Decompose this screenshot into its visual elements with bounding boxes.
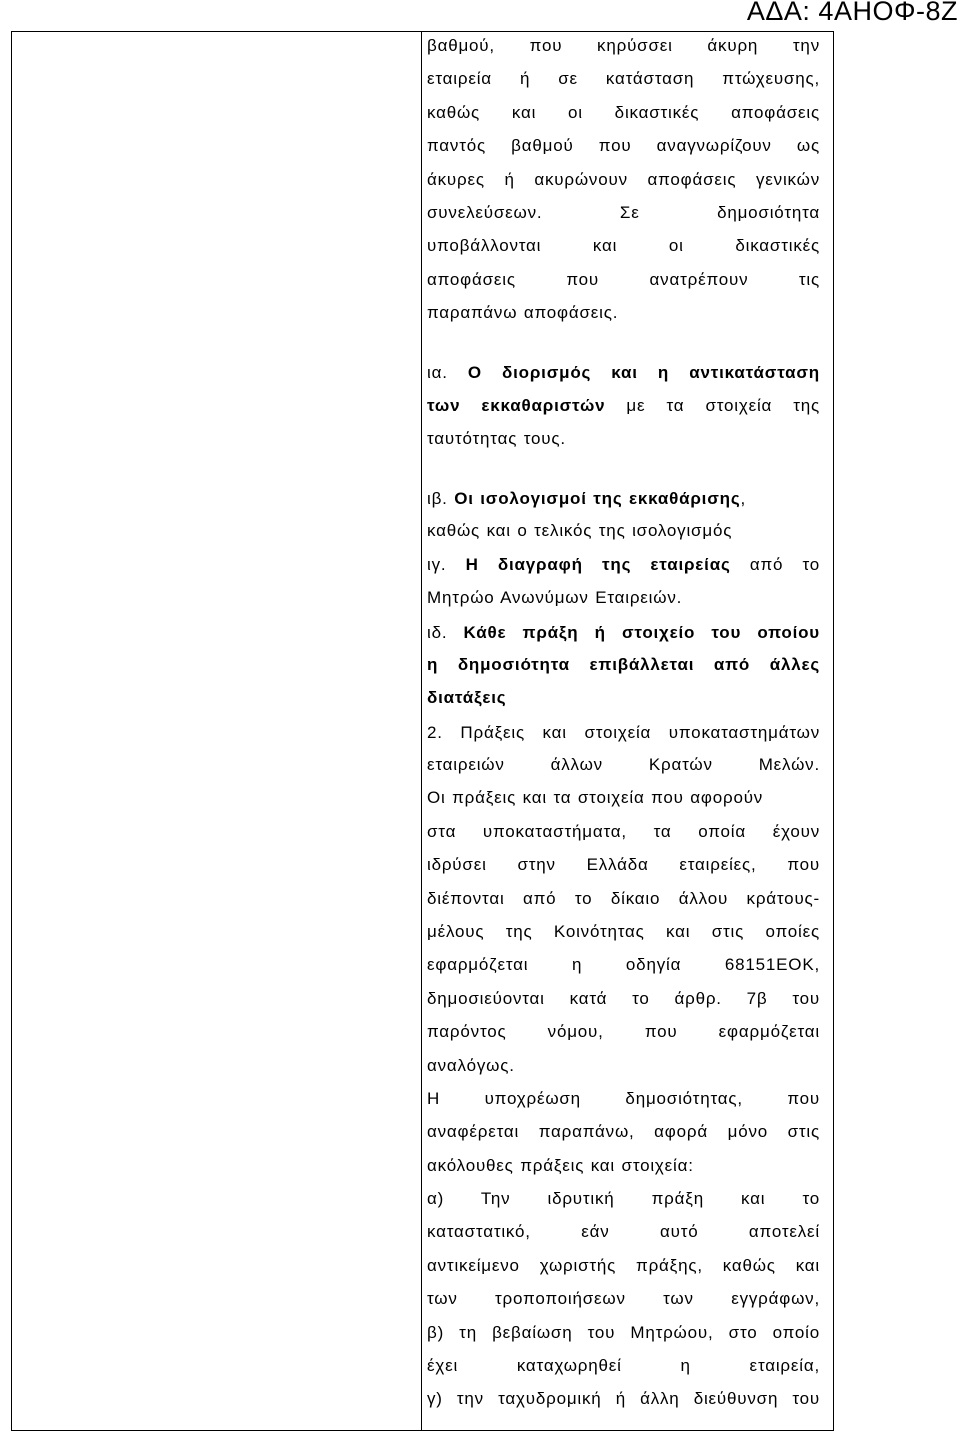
text-line: συνελεύσεων. Σε δημοσιότητα xyxy=(427,203,820,222)
text-line: Μητρώο Ανωνύμων Εταιρειών. xyxy=(427,588,683,607)
text-line: των τροποποιήσεων των εγγράφων, xyxy=(427,1289,820,1308)
column-divider xyxy=(421,32,422,1430)
text-line: αναφέρεται παραπάνω, αφορά μόνο στις xyxy=(427,1122,820,1141)
text-line xyxy=(427,686,820,710)
text-line: αντικείμενο χωριστής πράξης, καθώς και xyxy=(427,1256,820,1275)
text-line: παρόντος νόμου, που εφαρμόζεται xyxy=(427,1022,820,1041)
text-line: Η υποχρέωση δημοσιότητας, που xyxy=(427,1089,820,1108)
text-line: αναλόγως. xyxy=(427,1056,515,1075)
text-line: β) τη βεβαίωση του Μητρώου, στο οποίο xyxy=(427,1323,820,1342)
item-label: ιβ. xyxy=(427,489,455,508)
text-line: καθώς και οι δικαστικές αποφάσεις xyxy=(427,103,820,122)
bold-heading: Οι ισολογισμοί της εκκαθάρισης xyxy=(454,489,741,508)
bold-heading: η δημοσιότητα επιβάλλεται από άλλες xyxy=(427,655,820,674)
text-fragment: από το xyxy=(730,555,820,574)
bold-heading: Ο διορισμός και η αντικατάσταση xyxy=(467,363,820,382)
text-line: βαθμού, που κηρύσσει άκυρη την xyxy=(427,36,820,55)
text-line: καταστατικό, εάν αυτό αποτελεί xyxy=(427,1222,820,1241)
text-line: ταυτότητας τους. xyxy=(427,429,566,448)
item-label: ιδ. xyxy=(427,623,464,642)
ada-code: ΑΔΑ: 4ΑΗΟΦ-8Ζ xyxy=(746,0,958,26)
text-line: δημοσιεύονται κατά το άρθρ. 7β του xyxy=(427,989,820,1008)
text-line: εταιρεία ή σε κατάσταση πτώχευσης, xyxy=(427,69,820,88)
text-line: ακόλουθες πράξεις και στοιχεία: xyxy=(427,1156,694,1175)
text-line: έχει καταχωρηθεί η εταιρεία, xyxy=(427,1356,820,1375)
text-line: μέλους της Κοινότητας και στις οποίες xyxy=(427,922,820,941)
text-line xyxy=(427,653,820,677)
bold-heading: των εκκαθαριστών xyxy=(427,396,606,415)
text-line: γ) την ταχυδρομική ή άλλη διεύθυνση του xyxy=(427,1389,820,1408)
text-line: α) Την ιδρυτική πράξη και το xyxy=(427,1189,820,1208)
text-line: παραπάνω αποφάσεις. xyxy=(427,303,619,322)
text-fragment: , xyxy=(740,489,746,508)
text-line: διέπονται από το δίκαιο άλλου κράτους- xyxy=(427,889,820,908)
text-line: εφαρμόζεται η οδηγία 68151ΕΟΚ, xyxy=(427,955,820,974)
item-label: ιγ. xyxy=(427,555,466,574)
text-line: στα υποκαταστήματα, τα οποία έχουν xyxy=(427,822,820,841)
bold-heading: Κάθε πράξη ή στοιχείο του οποίου xyxy=(463,623,820,642)
bold-heading: διατάξεις xyxy=(427,688,507,707)
text-line xyxy=(427,553,820,577)
text-line: αποφάσεις που ανατρέπουν τις xyxy=(427,270,820,289)
text-line xyxy=(427,487,820,511)
bold-heading: Η διαγραφή της εταιρείας xyxy=(465,555,731,574)
text-line xyxy=(427,361,820,385)
text-fragment: με τα στοιχεία της xyxy=(605,396,820,415)
text-line xyxy=(427,621,820,645)
text-line: παντός βαθμού που αναγνωρίζουν ως xyxy=(427,136,820,155)
text-line xyxy=(427,394,820,418)
text-line: εταιρειών άλλων Κρατών Μελών. xyxy=(427,755,820,774)
item-label: ια. xyxy=(427,363,468,382)
text-line: υποβάλλονται και οι δικαστικές xyxy=(427,236,820,255)
text-line: 2. Πράξεις και στοιχεία υποκαταστημάτων xyxy=(427,723,820,742)
text-line: Οι πράξεις και τα στοιχεία που αφορούν xyxy=(427,788,764,807)
text-line: ιδρύσει στην Ελλάδα εταιρείες, που xyxy=(427,855,820,874)
text-line: καθώς και ο τελικός της ισολογισμός xyxy=(427,521,733,540)
text-line: άκυρες ή ακυρώνουν αποφάσεις γενικών xyxy=(427,170,820,189)
